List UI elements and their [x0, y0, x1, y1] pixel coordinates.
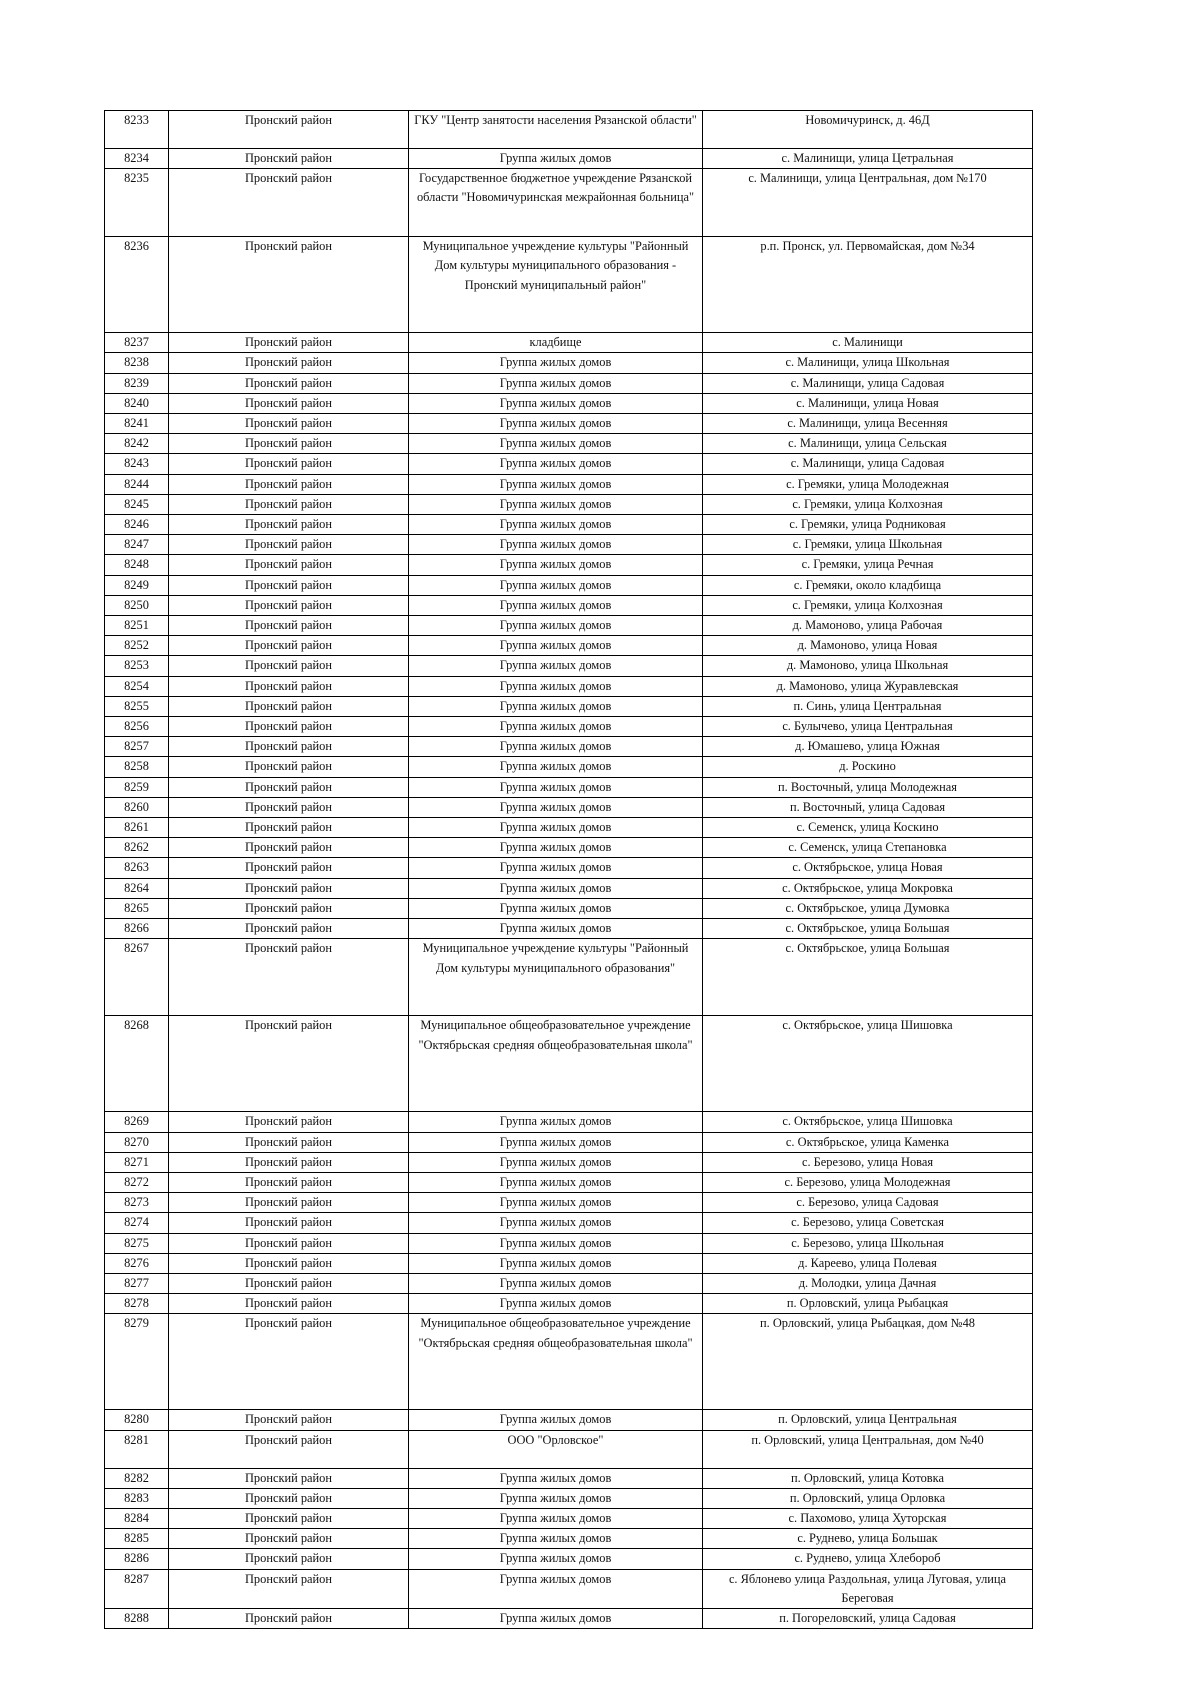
cell-district: Пронский район [169, 373, 409, 393]
cell-num: 8285 [105, 1529, 169, 1549]
cell-district: Пронский район [169, 575, 409, 595]
cell-district: Пронский район [169, 1410, 409, 1430]
table-row [105, 1253, 1033, 1273]
cell-address: с. Малинищи, улица Новая [703, 393, 1033, 413]
table-row [105, 434, 1033, 454]
table-row [105, 149, 1033, 169]
cell-district: Пронский район [169, 454, 409, 474]
cell-object: Группа жилых домов [409, 676, 703, 696]
table-row [105, 696, 1033, 716]
cell-object: Группа жилых домов [409, 515, 703, 535]
cell-num: 8282 [105, 1468, 169, 1488]
cell-object: Группа жилых домов [409, 149, 703, 169]
cell-num: 8275 [105, 1233, 169, 1253]
cell-num: 8246 [105, 515, 169, 535]
cell-object: Группа жилых домов [409, 555, 703, 575]
cell-object: Группа жилых домов [409, 474, 703, 494]
cell-num: 8243 [105, 454, 169, 474]
cell-address: д. Кареево, улица Полевая [703, 1253, 1033, 1273]
cell-object: Группа жилых домов [409, 1213, 703, 1233]
cell-object: Группа жилых домов [409, 777, 703, 797]
table-row [105, 1468, 1033, 1488]
cell-district: Пронский район [169, 1132, 409, 1152]
cell-address: с. Малинищи, улица Центральная, дом №170 [703, 169, 1033, 237]
cell-object: Группа жилых домов [409, 838, 703, 858]
cell-object: Группа жилых домов [409, 636, 703, 656]
cell-address: с. Семенск, улица Коскино [703, 818, 1033, 838]
cell-object: Группа жилых домов [409, 1193, 703, 1213]
cell-num: 8245 [105, 494, 169, 514]
cell-num: 8241 [105, 414, 169, 434]
cell-object: Муниципальное общеобразовательное учреждение "Октябрьская средняя общеобразовательная школа" [409, 1314, 703, 1410]
cell-num: 8261 [105, 818, 169, 838]
cell-address: с. Березово, улица Молодежная [703, 1172, 1033, 1192]
cell-num: 8264 [105, 878, 169, 898]
cell-object: Группа жилых домов [409, 1172, 703, 1192]
cell-district: Пронский район [169, 474, 409, 494]
cell-object: Группа жилых домов [409, 818, 703, 838]
table-row [105, 1529, 1033, 1549]
cell-district: Пронский район [169, 1193, 409, 1213]
cell-district: Пронский район [169, 656, 409, 676]
table-row [105, 1112, 1033, 1132]
table-row [105, 1233, 1033, 1253]
table-row [105, 1193, 1033, 1213]
cell-address: п. Орловский, улица Рыбацкая [703, 1294, 1033, 1314]
cell-object: Группа жилых домов [409, 898, 703, 918]
cell-num: 8256 [105, 717, 169, 737]
cell-address: с. Малинищи, улица Школьная [703, 353, 1033, 373]
cell-district: Пронский район [169, 818, 409, 838]
cell-district: Пронский район [169, 797, 409, 817]
cell-num: 8238 [105, 353, 169, 373]
table-row [105, 676, 1033, 696]
cell-district: Пронский район [169, 1549, 409, 1569]
table-row [105, 777, 1033, 797]
cell-num: 8277 [105, 1273, 169, 1293]
cell-object: Группа жилых домов [409, 1294, 703, 1314]
cell-address: с. Яблонево улица Раздольная, улица Луговая, улица Береговая [703, 1569, 1033, 1608]
cell-district: Пронский район [169, 717, 409, 737]
cell-district: Пронский район [169, 434, 409, 454]
cell-address: п. Орловский, улица Центральная [703, 1410, 1033, 1430]
table-row [105, 1488, 1033, 1508]
cell-object: Группа жилых домов [409, 1132, 703, 1152]
cell-object: Группа жилых домов [409, 1112, 703, 1132]
cell-object: Группа жилых домов [409, 1488, 703, 1508]
cell-district: Пронский район [169, 838, 409, 858]
cell-object: Группа жилых домов [409, 757, 703, 777]
cell-object: Группа жилых домов [409, 494, 703, 514]
cell-district: Пронский район [169, 636, 409, 656]
cell-object: Группа жилых домов [409, 1233, 703, 1253]
cell-district: Пронский район [169, 1608, 409, 1628]
table-row [105, 1152, 1033, 1172]
cell-district: Пронский район [169, 757, 409, 777]
cell-district: Пронский район [169, 237, 409, 333]
cell-district: Пронский район [169, 515, 409, 535]
cell-district: Пронский район [169, 1508, 409, 1528]
table-row [105, 939, 1033, 1016]
cell-address: с. Руднево, улица Большак [703, 1529, 1033, 1549]
cell-address: д. Роскино [703, 757, 1033, 777]
cell-district: Пронский район [169, 676, 409, 696]
cell-district: Пронский район [169, 1233, 409, 1253]
table-row [105, 1608, 1033, 1628]
cell-address: п. Восточный, улица Молодежная [703, 777, 1033, 797]
cell-num: 8257 [105, 737, 169, 757]
cell-num: 8270 [105, 1132, 169, 1152]
cell-address: с. Октябрьское, улица Каменка [703, 1132, 1033, 1152]
cell-district: Пронский район [169, 1294, 409, 1314]
cell-num: 8272 [105, 1172, 169, 1192]
cell-num: 8235 [105, 169, 169, 237]
table-row [105, 237, 1033, 333]
cell-object: Группа жилых домов [409, 434, 703, 454]
cell-num: 8259 [105, 777, 169, 797]
cell-district: Пронский район [169, 353, 409, 373]
cell-object: Группа жилых домов [409, 414, 703, 434]
cell-num: 8251 [105, 616, 169, 636]
cell-address: с. Гремяки, около кладбища [703, 575, 1033, 595]
table-row [105, 515, 1033, 535]
cell-num: 8286 [105, 1549, 169, 1569]
table-row [105, 636, 1033, 656]
cell-address: с. Гремяки, улица Колхозная [703, 595, 1033, 615]
table-row [105, 878, 1033, 898]
table-row [105, 414, 1033, 434]
cell-object: Группа жилых домов [409, 1549, 703, 1569]
table-row [105, 1314, 1033, 1410]
cell-district: Пронский район [169, 858, 409, 878]
table-row [105, 393, 1033, 413]
cell-num: 8253 [105, 656, 169, 676]
cell-district: Пронский район [169, 1213, 409, 1233]
cell-district: Пронский район [169, 1016, 409, 1112]
cell-object: Группа жилых домов [409, 919, 703, 939]
cell-address: с. Малинищи [703, 333, 1033, 353]
table-row [105, 717, 1033, 737]
records-table [104, 110, 1033, 1629]
table-row [105, 1549, 1033, 1569]
cell-object: Группа жилых домов [409, 1253, 703, 1273]
cell-district: Пронский район [169, 777, 409, 797]
cell-address: с. Руднево, улица Хлебороб [703, 1549, 1033, 1569]
cell-num: 8267 [105, 939, 169, 1016]
cell-object: Группа жилых домов [409, 737, 703, 757]
cell-address: п. Погореловский, улица Садовая [703, 1608, 1033, 1628]
cell-address: с. Малинищи, улица Цетральная [703, 149, 1033, 169]
cell-address: с. Октябрьское, улица Большая [703, 919, 1033, 939]
cell-num: 8263 [105, 858, 169, 878]
cell-address: с. Гремяки, улица Речная [703, 555, 1033, 575]
table-row [105, 494, 1033, 514]
cell-num: 8233 [105, 111, 169, 149]
table-row [105, 1508, 1033, 1528]
table-row [105, 1132, 1033, 1152]
cell-num: 8244 [105, 474, 169, 494]
cell-district: Пронский район [169, 555, 409, 575]
cell-num: 8236 [105, 237, 169, 333]
table-row [105, 111, 1033, 149]
cell-address: с. Гремяки, улица Родниковая [703, 515, 1033, 535]
cell-address: п. Орловский, улица Центральная, дом №40 [703, 1430, 1033, 1468]
cell-address: с. Октябрьское, улица Думовка [703, 898, 1033, 918]
cell-num: 8250 [105, 595, 169, 615]
cell-district: Пронский район [169, 1430, 409, 1468]
table-row [105, 474, 1033, 494]
cell-object: Группа жилых домов [409, 373, 703, 393]
cell-object: Группа жилых домов [409, 878, 703, 898]
cell-district: Пронский район [169, 1468, 409, 1488]
cell-object: Группа жилых домов [409, 535, 703, 555]
cell-num: 8273 [105, 1193, 169, 1213]
cell-address: п. Восточный, улица Садовая [703, 797, 1033, 817]
cell-address: с. Березово, улица Новая [703, 1152, 1033, 1172]
table-row [105, 595, 1033, 615]
cell-address: п. Орловский, улица Рыбацкая, дом №48 [703, 1314, 1033, 1410]
cell-object: Муниципальное общеобразовательное учреждение "Октябрьская средняя общеобразовательная школа" [409, 1016, 703, 1112]
cell-address: р.п. Пронск, ул. Первомайская, дом №34 [703, 237, 1033, 333]
cell-num: 8255 [105, 696, 169, 716]
cell-district: Пронский район [169, 535, 409, 555]
cell-address: с. Октябрьское, улица Мокровка [703, 878, 1033, 898]
cell-address: с. Гремяки, улица Колхозная [703, 494, 1033, 514]
cell-num: 8274 [105, 1213, 169, 1233]
cell-district: Пронский район [169, 1273, 409, 1293]
cell-address: п. Орловский, улица Котовка [703, 1468, 1033, 1488]
table-row [105, 818, 1033, 838]
table-row [105, 1172, 1033, 1192]
cell-district: Пронский район [169, 878, 409, 898]
cell-district: Пронский район [169, 149, 409, 169]
cell-district: Пронский район [169, 494, 409, 514]
cell-num: 8265 [105, 898, 169, 918]
cell-num: 8278 [105, 1294, 169, 1314]
cell-address: Новомичуринск, д. 46Д [703, 111, 1033, 149]
records-table-body [105, 111, 1033, 1629]
cell-object: Группа жилых домов [409, 454, 703, 474]
cell-object: кладбище [409, 333, 703, 353]
table-row [105, 353, 1033, 373]
cell-object: Группа жилых домов [409, 1608, 703, 1628]
cell-address: с. Березово, улица Садовая [703, 1193, 1033, 1213]
table-row [105, 555, 1033, 575]
table-row [105, 838, 1033, 858]
cell-address: с. Октябрьское, улица Шишовка [703, 1016, 1033, 1112]
cell-num: 8242 [105, 434, 169, 454]
table-row [105, 535, 1033, 555]
cell-object: Группа жилых домов [409, 393, 703, 413]
cell-address: д. Мамоново, улица Журавлевская [703, 676, 1033, 696]
table-row [105, 454, 1033, 474]
cell-district: Пронский район [169, 919, 409, 939]
cell-address: с. Березово, улица Школьная [703, 1233, 1033, 1253]
table-row [105, 616, 1033, 636]
cell-object: Группа жилых домов [409, 1468, 703, 1488]
cell-district: Пронский район [169, 737, 409, 757]
cell-num: 8239 [105, 373, 169, 393]
table-row [105, 858, 1033, 878]
cell-num: 8234 [105, 149, 169, 169]
table-row [105, 797, 1033, 817]
cell-address: с. Булычево, улица Центральная [703, 717, 1033, 737]
cell-address: с. Октябрьское, улица Большая [703, 939, 1033, 1016]
cell-district: Пронский район [169, 414, 409, 434]
cell-object: ГКУ "Центр занятости населения Рязанской области" [409, 111, 703, 149]
cell-district: Пронский район [169, 1152, 409, 1172]
cell-address: д. Мамоново, улица Школьная [703, 656, 1033, 676]
cell-object: Группа жилых домов [409, 1410, 703, 1430]
cell-num: 8288 [105, 1608, 169, 1628]
cell-num: 8249 [105, 575, 169, 595]
cell-object: Группа жилых домов [409, 717, 703, 737]
cell-district: Пронский район [169, 111, 409, 149]
cell-num: 8276 [105, 1253, 169, 1273]
cell-address: с. Октябрьское, улица Шишовка [703, 1112, 1033, 1132]
table-row [105, 333, 1033, 353]
cell-object: Группа жилых домов [409, 656, 703, 676]
cell-district: Пронский район [169, 1529, 409, 1549]
cell-address: с. Малинищи, улица Садовая [703, 454, 1033, 474]
cell-object: Государственное бюджетное учреждение Рязанской области "Новомичуринская межрайонная больница" [409, 169, 703, 237]
cell-num: 8283 [105, 1488, 169, 1508]
cell-num: 8240 [105, 393, 169, 413]
cell-district: Пронский район [169, 1569, 409, 1608]
cell-object: Группа жилых домов [409, 595, 703, 615]
cell-num: 8279 [105, 1314, 169, 1410]
table-row [105, 1294, 1033, 1314]
table-row [105, 1273, 1033, 1293]
cell-num: 8247 [105, 535, 169, 555]
table-row [105, 1016, 1033, 1112]
cell-district: Пронский район [169, 1112, 409, 1132]
cell-district: Пронский район [169, 1253, 409, 1273]
cell-address: с. Пахомово, улица Хуторская [703, 1508, 1033, 1528]
cell-address: с. Малинищи, улица Весенняя [703, 414, 1033, 434]
table-row [105, 757, 1033, 777]
cell-address: п. Синь, улица Центральная [703, 696, 1033, 716]
cell-num: 8258 [105, 757, 169, 777]
cell-num: 8271 [105, 1152, 169, 1172]
cell-address: с. Гремяки, улица Молодежная [703, 474, 1033, 494]
cell-address: с. Малинищи, улица Сельская [703, 434, 1033, 454]
cell-address: д. Мамоново, улица Рабочая [703, 616, 1033, 636]
table-row [105, 169, 1033, 237]
cell-object: Группа жилых домов [409, 1569, 703, 1608]
cell-district: Пронский район [169, 616, 409, 636]
cell-address: д. Молодки, улица Дачная [703, 1273, 1033, 1293]
cell-address: с. Октябрьское, улица Новая [703, 858, 1033, 878]
table-row [105, 1430, 1033, 1468]
cell-object: Группа жилых домов [409, 616, 703, 636]
table-row [105, 1213, 1033, 1233]
cell-address: д. Юмашево, улица Южная [703, 737, 1033, 757]
cell-num: 8269 [105, 1112, 169, 1132]
cell-object: Группа жилых домов [409, 575, 703, 595]
cell-object: Группа жилых домов [409, 696, 703, 716]
table-row [105, 373, 1033, 393]
table-row [105, 1410, 1033, 1430]
cell-object: Группа жилых домов [409, 1273, 703, 1293]
cell-address: с. Березово, улица Советская [703, 1213, 1033, 1233]
table-row [105, 1569, 1033, 1608]
cell-num: 8252 [105, 636, 169, 656]
cell-district: Пронский район [169, 393, 409, 413]
cell-num: 8268 [105, 1016, 169, 1112]
table-row [105, 919, 1033, 939]
cell-num: 8287 [105, 1569, 169, 1608]
cell-district: Пронский район [169, 333, 409, 353]
cell-address: д. Мамоново, улица Новая [703, 636, 1033, 656]
table-row [105, 898, 1033, 918]
cell-district: Пронский район [169, 898, 409, 918]
cell-district: Пронский район [169, 1172, 409, 1192]
cell-num: 8266 [105, 919, 169, 939]
cell-object: Группа жилых домов [409, 797, 703, 817]
cell-object: Муниципальное учреждение культуры "Районный Дом культуры муниципального образования" [409, 939, 703, 1016]
cell-district: Пронский район [169, 939, 409, 1016]
cell-num: 8254 [105, 676, 169, 696]
cell-object: Группа жилых домов [409, 1152, 703, 1172]
cell-district: Пронский район [169, 169, 409, 237]
cell-num: 8281 [105, 1430, 169, 1468]
cell-object: Муниципальное учреждение культуры "Районный Дом культуры муниципального образования - Пронский муниципальный район" [409, 237, 703, 333]
table-row [105, 575, 1033, 595]
cell-object: Группа жилых домов [409, 1529, 703, 1549]
cell-num: 8248 [105, 555, 169, 575]
cell-district: Пронский район [169, 1488, 409, 1508]
cell-num: 8260 [105, 797, 169, 817]
cell-district: Пронский район [169, 595, 409, 615]
table-row [105, 737, 1033, 757]
cell-district: Пронский район [169, 1314, 409, 1410]
cell-object: Группа жилых домов [409, 858, 703, 878]
cell-object: Группа жилых домов [409, 353, 703, 373]
table-row [105, 656, 1033, 676]
cell-num: 8280 [105, 1410, 169, 1430]
cell-address: п. Орловский, улица Орловка [703, 1488, 1033, 1508]
cell-num: 8262 [105, 838, 169, 858]
cell-object: ООО "Орловское" [409, 1430, 703, 1468]
cell-num: 8284 [105, 1508, 169, 1528]
cell-object: Группа жилых домов [409, 1508, 703, 1528]
cell-num: 8237 [105, 333, 169, 353]
cell-address: с. Семенск, улица Степановка [703, 838, 1033, 858]
cell-address: с. Гремяки, улица Школьная [703, 535, 1033, 555]
cell-district: Пронский район [169, 696, 409, 716]
cell-address: с. Малинищи, улица Садовая [703, 373, 1033, 393]
